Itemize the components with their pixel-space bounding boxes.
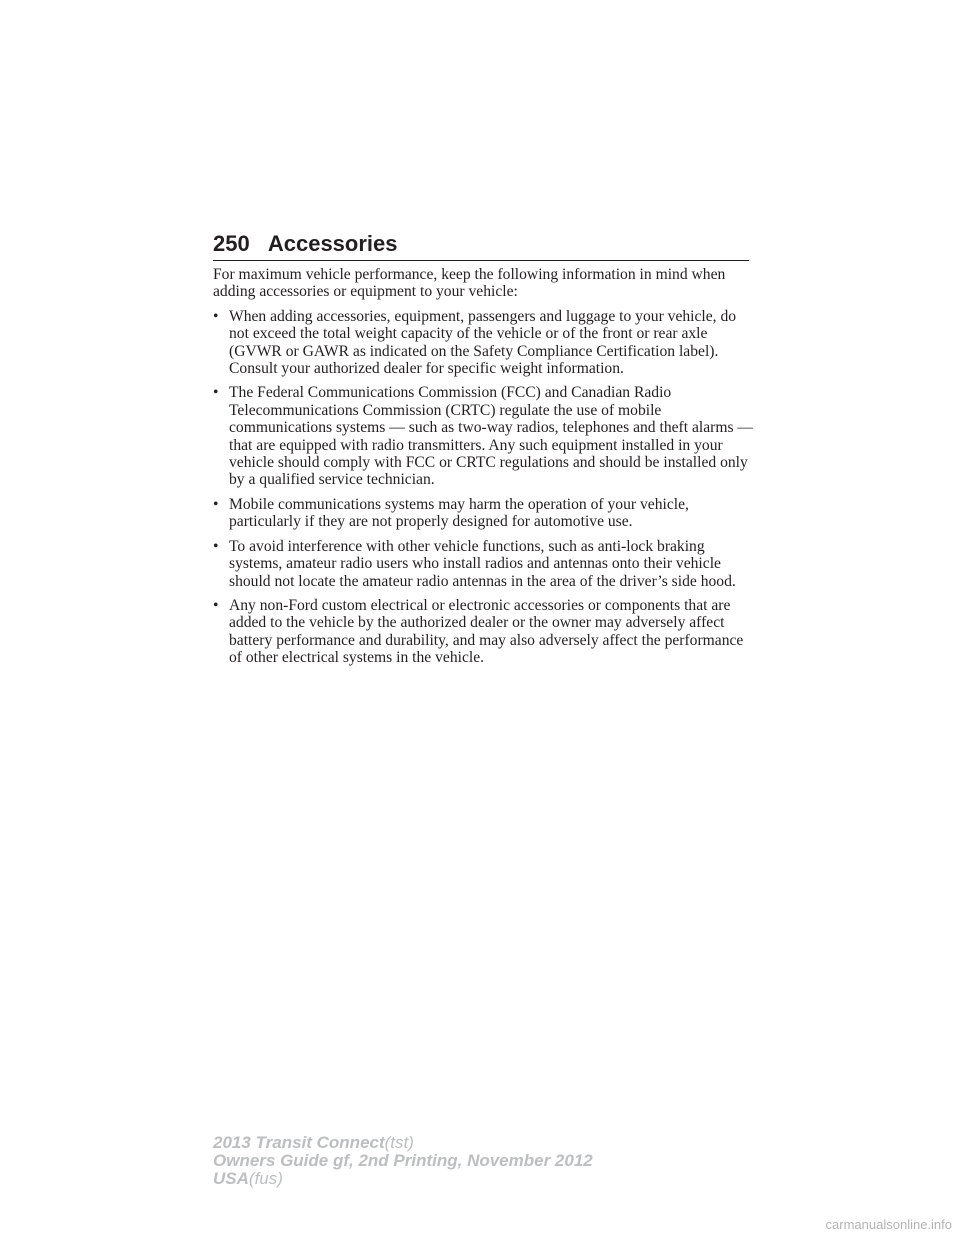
bullet-item-interference [213,538,753,590]
bullet-mark: • [213,537,219,555]
bullet-mark: • [213,307,219,325]
bullet-item-fcc [213,384,753,488]
bullet-mark: • [213,495,219,513]
footer-market: USA [213,1169,249,1188]
bullet-text: Any non-Ford custom electrical or electronic accessories or components that are added to the vehicle by the authorized dealer or the owner may adversely affect battery performance and durability, and may also adversely affect the performance of other electrical systems in the vehicle. [229,596,744,667]
bullet-text: Mobile communications systems may harm the operation of your vehicle, particularly if they are not properly designed for automotive use. [229,495,689,531]
bullet-list [213,308,753,667]
bullet-text: To avoid interference with other vehicle functions, such as anti-lock braking systems, amateur radio users who install radios and antennas onto their vehicle should not locate the amateur radio antennas in the area of the driver’s side hood. [229,537,736,590]
page-number: 250 [213,231,250,256]
site-watermark: carmanualsonline.info [825,1217,952,1232]
footer-model-code: (tst) [384,1133,414,1152]
bullet-mark: • [213,596,219,614]
bullet-text: When adding accessories, equipment, passengers and luggage to your vehicle, do not exceed the total weight capacity of the vehicle or of the front or rear axle (GVWR or GAWR as indicated on the Safety Compliance Certification label). Consult your authorized dealer for specific weight information. [229,307,737,378]
bullet-item-mobile [213,496,753,531]
footer-edition: Owners Guide gf, 2nd Printing, November 2012 [213,1151,593,1170]
footer-line-market [213,1170,593,1188]
page-content [213,266,753,674]
footer-line-model [213,1134,593,1152]
bullet-item-non-ford [213,597,753,667]
print-footer [213,1134,593,1188]
bullet-mark: • [213,384,219,402]
bullet-text: The Federal Communications Commission (FCC) and Canadian Radio Telecommunications Commission (CRTC) regulate the use of mobile communications systems — such as two-way radios, telephones and theft alarms — that are equipped with radio transmitters. Any such equipment installed in your vehicle should comply with FCC or CRTC regulations and should be installed only by a qualified service technician. [229,384,754,489]
section-title: Accessories [267,231,398,256]
page-header [213,228,749,261]
bullet-item-weight [213,308,753,378]
footer-market-code: (fus) [248,1169,283,1188]
footer-model: 2013 Transit Connect [213,1133,385,1152]
intro-paragraph: For maximum vehicle performance, keep the following information in mind when adding accessories or equipment to your vehicle: [213,266,726,301]
